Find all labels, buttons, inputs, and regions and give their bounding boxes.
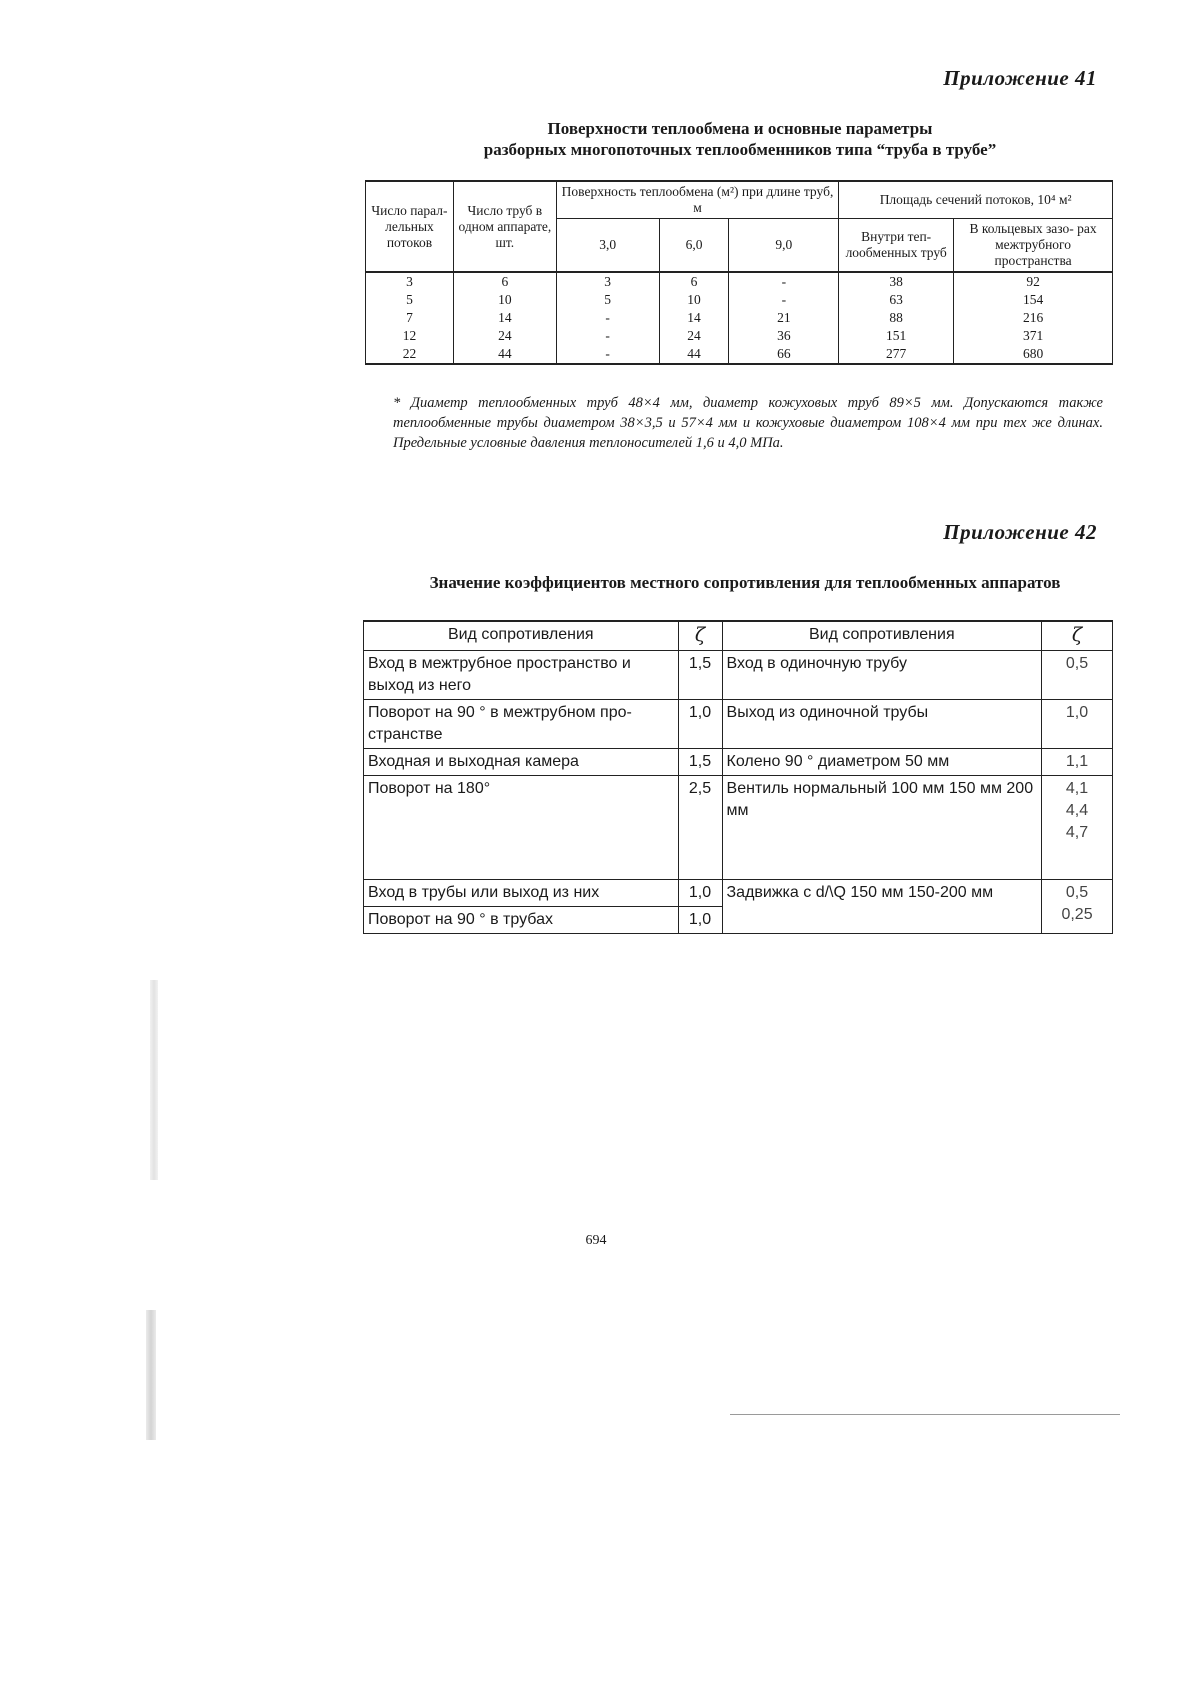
table-cell: 371 (954, 327, 1113, 345)
zeta-right: 0,5 (1042, 651, 1113, 700)
table-row (364, 880, 1113, 907)
zeta-left: 1,0 (678, 907, 722, 934)
header-surface: Поверхность теплообмена (м²) при длине труб, м (556, 181, 838, 219)
scan-margin-artifact (150, 980, 158, 1180)
zeta-right-multi (1042, 776, 1113, 880)
zeta-symbol: ζ (694, 624, 706, 646)
heat-exchanger-parameters-table (365, 180, 1113, 365)
table-cell: 10 (659, 291, 729, 309)
zeta-value: 4,1 (1065, 780, 1089, 797)
zeta-left: 1,5 (678, 651, 722, 700)
appendix-41-title-line1: Поверхности теплообмена и основные параметры (547, 119, 933, 138)
scan-edge-line (730, 1414, 1120, 1415)
table-cell: - (556, 327, 659, 345)
resistance-right: Вентиль нормальный 100 мм 150 мм 200 мм (722, 776, 1042, 880)
appendix-42-title: Значение коэффициентов местного сопротивления для теплообменных аппаратов (429, 573, 1061, 592)
table-row (364, 700, 1113, 749)
zeta-right-multi (1042, 880, 1113, 934)
resistance-left: Поворот на 90 ° в межтрубном про- странстве (364, 700, 679, 749)
resistance-left: Вход в межтрубное пространство и выход из него (364, 651, 679, 700)
table-cell: 6 (453, 272, 556, 291)
zeta-left: 2,5 (678, 776, 722, 880)
resistance-right: Выход из одиночной трубы (722, 700, 1042, 749)
header-flow-area: Площадь сечений потоков, 10⁴ м² (839, 181, 1113, 219)
table-cell: 63 (839, 291, 954, 309)
table-cell: 24 (453, 327, 556, 345)
page-number: 694 (585, 1233, 607, 1248)
zeta-right: 1,0 (1042, 700, 1113, 749)
table-cell: 66 (729, 345, 839, 364)
zeta-left: 1,0 (678, 700, 722, 749)
header-zeta-left (678, 621, 722, 651)
local-resistance-table (363, 620, 1113, 934)
table-cell: 216 (954, 309, 1113, 327)
table-cell: 154 (954, 291, 1113, 309)
header-annular-gaps: В кольцевых зазо- рах межтрубного пространства (954, 219, 1113, 273)
zeta-symbol: ζ (1071, 624, 1083, 646)
header-resistance-type-right: Вид сопротивления (722, 621, 1042, 651)
header-resistance-type-left: Вид сопротивления (364, 621, 679, 651)
resistance-left: Поворот на 90 ° в трубах (364, 907, 679, 934)
resistance-right: Колено 90 ° диаметром 50 мм (722, 749, 1042, 776)
zeta-value: 0,25 (1061, 906, 1093, 923)
table-row (364, 749, 1113, 776)
table-row (364, 651, 1113, 700)
table-cell: 92 (954, 272, 1113, 291)
table-cell: - (556, 345, 659, 364)
table-row (366, 309, 1113, 327)
table-cell: 3 (556, 272, 659, 291)
resistance-right: Задвижка с d/\Q 150 мм 150-200 мм (722, 880, 1042, 934)
table-cell: 680 (954, 345, 1113, 364)
table-cell: 12 (366, 327, 454, 345)
table-cell: 44 (659, 345, 729, 364)
appendix-42-label: Приложение 42 (943, 520, 1097, 544)
table-footnote: * Диаметр теплообменных труб 48×4 мм, диаметр кожуховых труб 89×5 мм. Допускаются также теплообменные трубы диаметром 38×3,5 и 57×4 мм и кожуховые диаметром 108×4 мм при тех же длинах. Предельные условные давления теплоносителей 1,6 и 4,0 МПа. (393, 395, 1103, 451)
header-length-6: 6,0 (659, 219, 729, 273)
table-cell: 151 (839, 327, 954, 345)
table-cell: 24 (659, 327, 729, 345)
appendix-41-title (360, 118, 1120, 160)
resistance-left: Вход в трубы или выход из них (364, 880, 679, 907)
table-row (366, 291, 1113, 309)
zeta-value: 4,7 (1065, 824, 1089, 841)
table-cell: 14 (659, 309, 729, 327)
table-cell: 5 (556, 291, 659, 309)
header-length-9: 9,0 (729, 219, 839, 273)
zeta-left: 1,0 (678, 880, 722, 907)
table-cell: 88 (839, 309, 954, 327)
table-cell: 10 (453, 291, 556, 309)
table-cell: - (729, 291, 839, 309)
table-cell: 6 (659, 272, 729, 291)
header-tube-count: Число труб в одном аппарате, шт. (453, 181, 556, 272)
table-row (366, 345, 1113, 364)
zeta-right: 1,1 (1042, 749, 1113, 776)
zeta-left: 1,5 (678, 749, 722, 776)
resistance-left: Входная и выходная камера (364, 749, 679, 776)
table-row (364, 776, 1113, 880)
table-cell: 277 (839, 345, 954, 364)
header-zeta-right (1042, 621, 1113, 651)
table-cell: 36 (729, 327, 839, 345)
header-parallel-flows: Число парал- лельных потоков (366, 181, 454, 272)
table-cell: 14 (453, 309, 556, 327)
table-row (366, 272, 1113, 291)
table-cell: 7 (366, 309, 454, 327)
appendix-41-label: Приложение 41 (943, 66, 1097, 90)
zeta-value: 4,4 (1065, 802, 1089, 819)
table-cell: 38 (839, 272, 954, 291)
header-inner-tubes: Внутри теп- лообменных труб (839, 219, 954, 273)
table-cell: 21 (729, 309, 839, 327)
table-cell: 3 (366, 272, 454, 291)
table-cell: 5 (366, 291, 454, 309)
resistance-left: Поворот на 180° (364, 776, 679, 880)
scan-margin-artifact (146, 1310, 156, 1440)
resistance-right: Вход в одиночную трубу (722, 651, 1042, 700)
table-cell: - (556, 309, 659, 327)
appendix-41-title-line2: разборных многопоточных теплообменников типа “труба в трубе” (483, 140, 997, 159)
header-length-3: 3,0 (556, 219, 659, 273)
table-cell: 22 (366, 345, 454, 364)
zeta-value: 0,5 (1065, 884, 1089, 901)
table-cell: - (729, 272, 839, 291)
table-cell: 44 (453, 345, 556, 364)
table-row (366, 327, 1113, 345)
